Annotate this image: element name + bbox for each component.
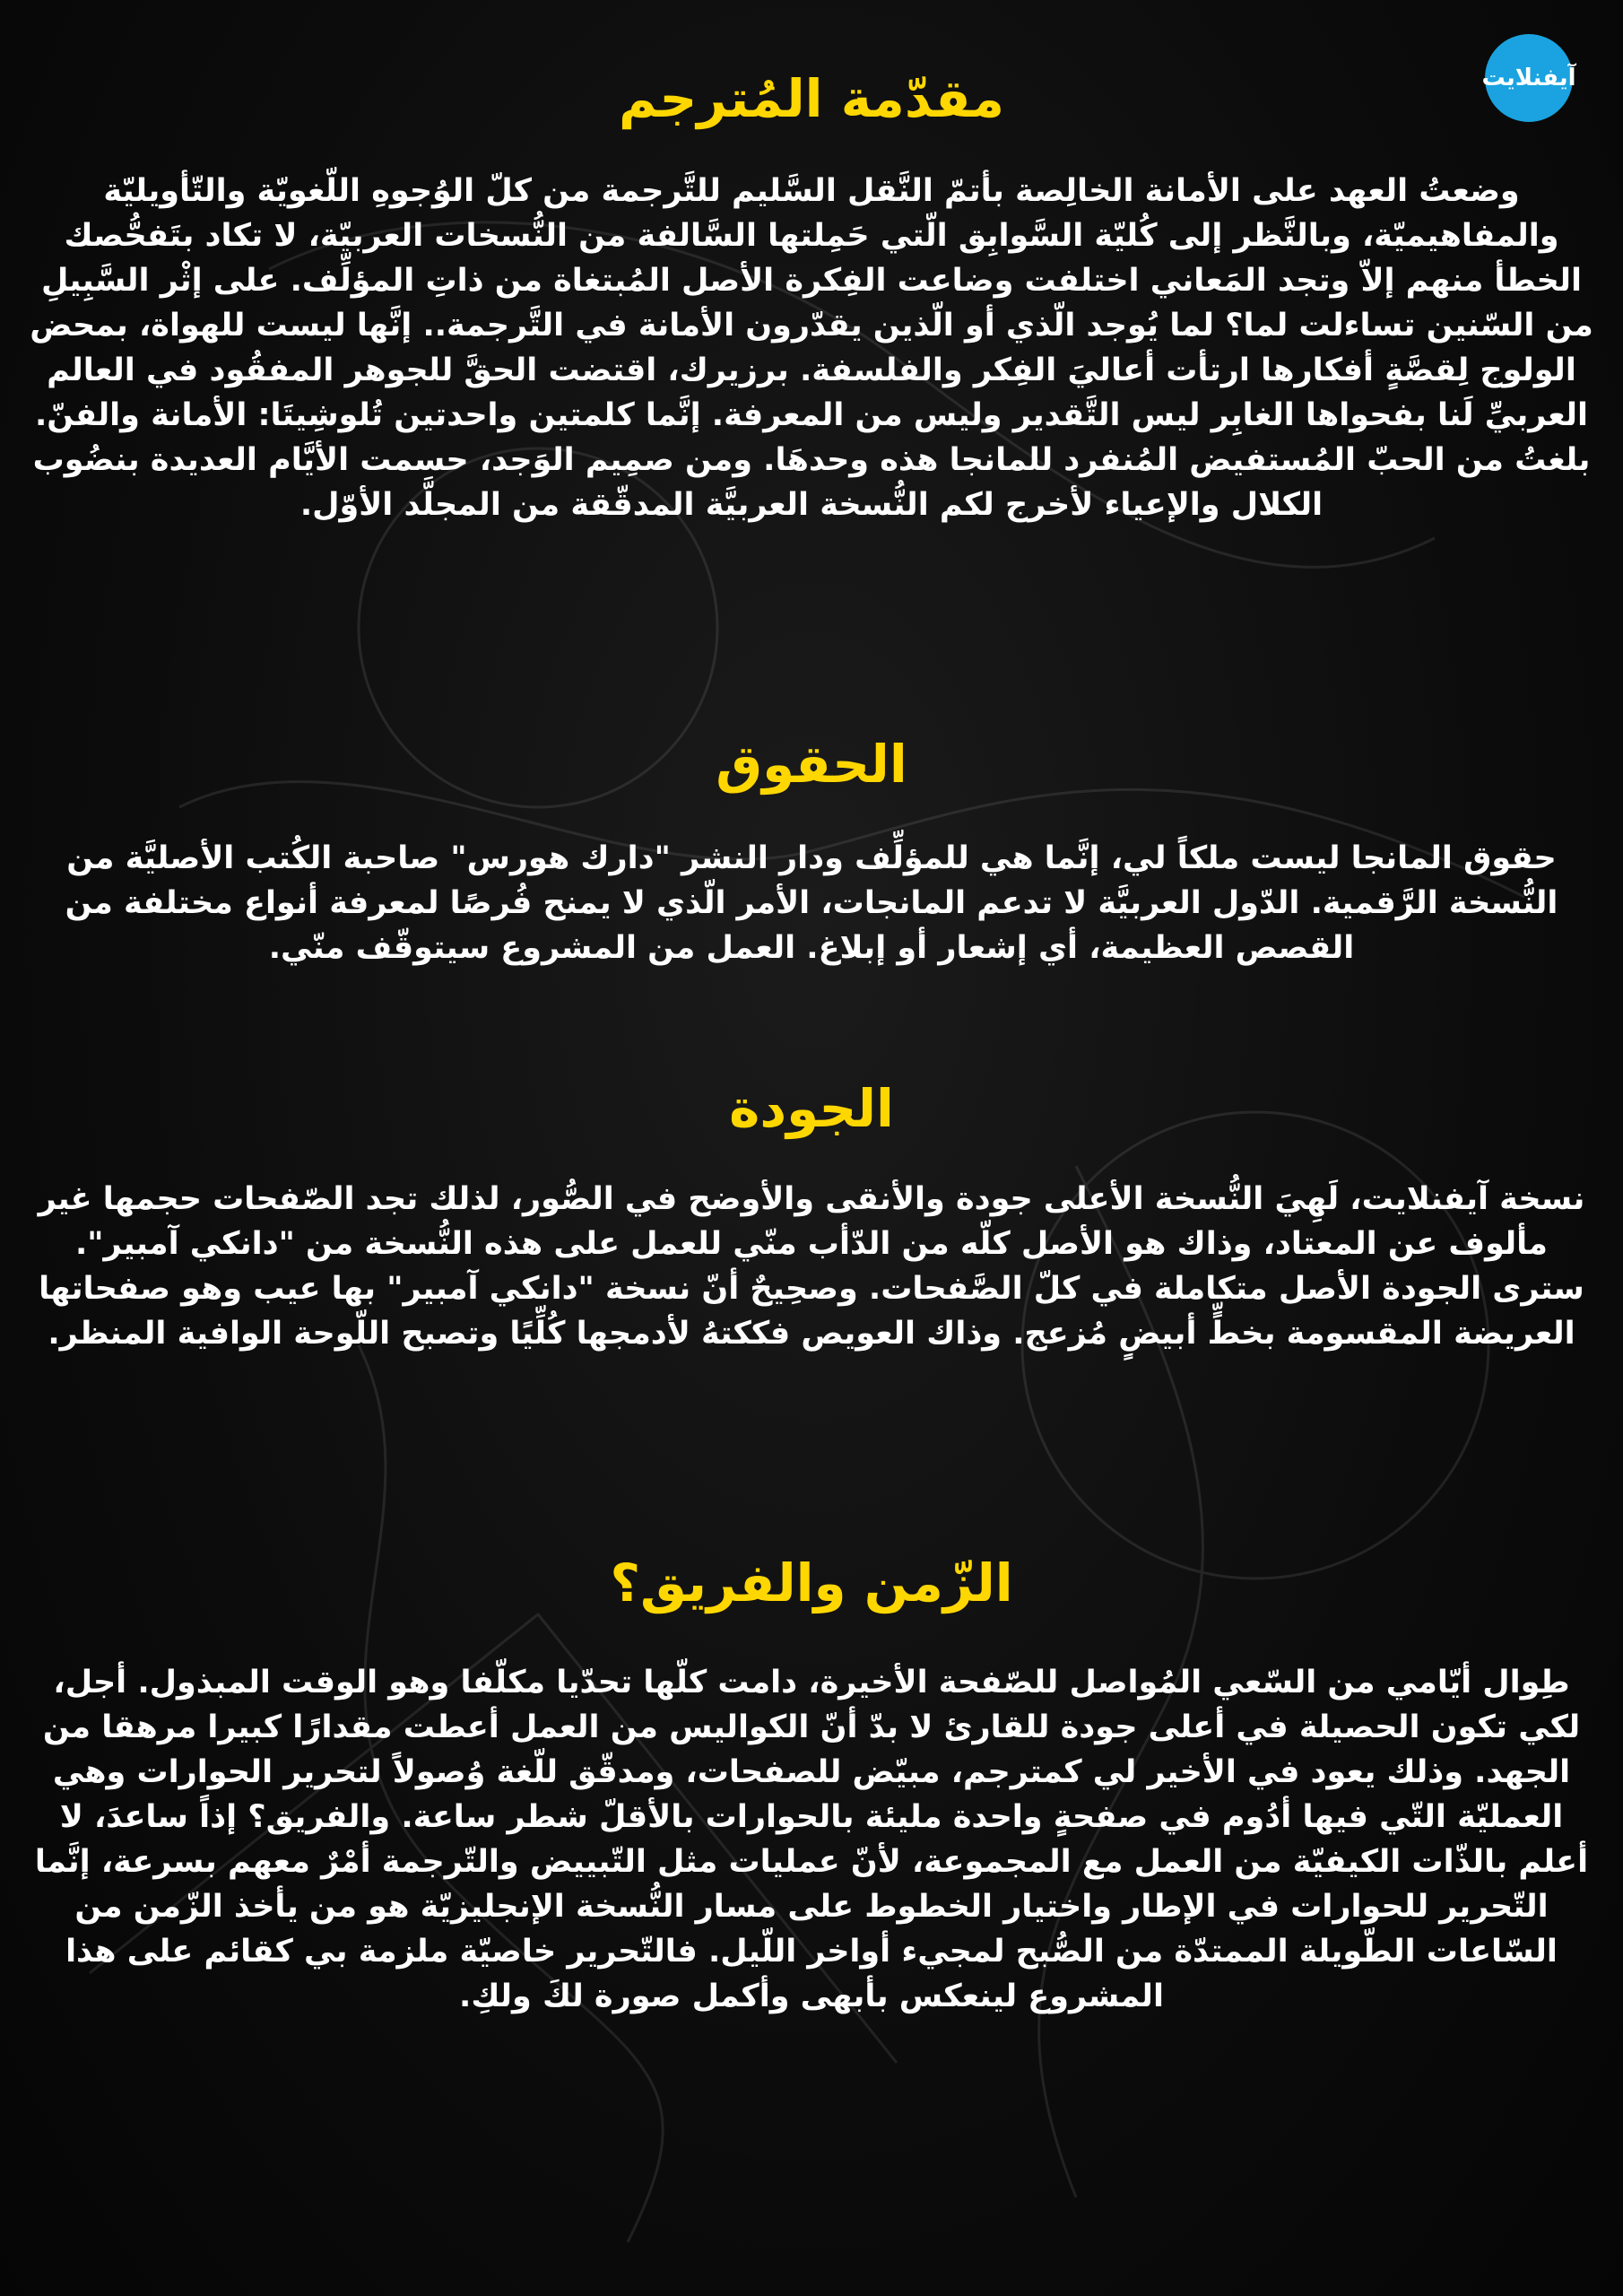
section-body: نسخة آيفنلايت، لَهِيَ النُّسخة الأعلى جودة والأنقى والأوضح في الصُّور، لذلك تجد الصّفحات حجمها غير مألوف عن المعتاد، وذاك هو الأصل كلّه من الدّأب منّي للعمل على هذه النُّسخة من "دانكي آمبير". سترى الجودة الأصل متكاملة في كلّ الصَّفحات. وصحِيحٌ أنّ نسخة "دانكي آمبير" بها عيب وهو صفحاتها العريضة المقسومة بخطٍّ أبيضٍ مُزعج. وذاك العويص فككتهُ لأدمجها كُلِّيًا وتصبح اللّوحة الوافية المنظر.: [38, 1181, 1585, 1352]
section-title: الجودة: [729, 1078, 894, 1139]
section-time-and-team: [27, 1547, 1596, 2019]
section-body: طِوال أيّامي من السّعي المُواصل للصّفحة الأخيرة، دامت كلّها تحدّيا مكلّفا وهو الوقت المبذول. أجل، لكي تكون الحصيلة في أعلى جودة للقارئ لا بدّ أنّ الكواليس من العمل أعطت مقدارًا كبيرا مرهقا من الجهد. وذلك يعود في الأخير لي كمترجم، مبيّض للصفحات، ومدقّق للّغة وُصولاً لتحرير الحوارات وهي العمليّة التّي فيها أدُوم في صفحةٍ واحدة مليئة بالحوارات بالأقلّ شطر ساعة. والفريق؟ إذاً ساعدَ، لا أعلم بالذّات الكيفيّة من العمل مع المجموعة، لأنّ عمليات مثل التّبييض والتّرجمة أمْرٌ معهم بسرعة، إنَّما التّحرير للحوارات في الإطار واختيار الخطوط على مسار النُّسخة الإنجليزيّة هو من يأخذ الزّمن من السّاعات الطّويلة الممتدّة من الصُّبح لمجيء أواخر اللّيل. فالتّحرير خاصيّة ملزمة بي كقائم على هذا المشروع لينعكس بأبهى وأكمل صورة لكَ ولكِ.: [34, 1665, 1589, 2014]
section-translator-intro: [27, 63, 1596, 527]
section-body: وضعتُ العهد على الأمانة الخالِصة بأتمّ النَّقل السَّليم للتَّرجمة من كلّ الوُجوهِ اللّغويّة والتّأويليّة والمفاهيميّة، وبالنَّظر إلى كُليّة السَّوابِق الّتي حَمِلتها السَّالفة من النُّسخات العربيّة، لا تكاد بتَفحُّصك الخطأ منهم إلاّ وتجد المَعاني اختلفت وضاعت الفِكرة الأصل المُبتغاة من ذاتِ المؤلِّف. على إثْر السَّبِيلِ من السّنين تساءلت لما؟ لما يُوجد الّذي أو الّذين يقدّرون الأمانة في التَّرجمة.. إنَّها ليست للهواة، بمحض الولوج لِقصَّةٍ أفكارها ارتأت أعاليَ الفِكر والفلسفة. برزيرك، اقتضت الحقَّ للجوهر المفقُود في العالم العربيِّ لَنا بفحواها الغابِر ليس التَّقدير وليس من المعرفة. إنَّما كلمتين واحدتين تُلوشِيتَا: الأمانة والفنّ. بلغتُ من الحبّ المُستفيض المُنفرد للمانجا هذه وحدهَا. ومن صمِيم الوَجد، حسمت الأيَّام العديدة بنضُوب الكلال والإعياء لأخرج لكم النُّسخة العربيَّة المدقّقة من المجلَّد الأوّل.: [30, 173, 1593, 523]
section-title: الزّمن والفريق؟: [610, 1552, 1013, 1613]
logo-text: آيفنلايت: [1481, 65, 1576, 91]
section-title: الحقوق: [716, 734, 907, 795]
section-quality: [27, 1073, 1596, 1356]
section-title: مقدّمة المُترجم: [618, 68, 1004, 129]
section-body: حقوق المانجا ليست ملكاً لي، إنَّما هي للمؤلِّف ودار النشر "دارك هورس" صاحبة الكُتب الأصليَّة من النُّسخة الرَّقمية. الدّول العربيَّة لا تدعم المانجات، الأمر الّذي لا يمنح فُرصًا لمعرفة أنواع مختلفة من القصص العظيمة، أي إشعار أو إبلاغ. العمل من المشروع سيتوقّف منّي.: [65, 840, 1558, 966]
section-rights: [27, 728, 1596, 970]
